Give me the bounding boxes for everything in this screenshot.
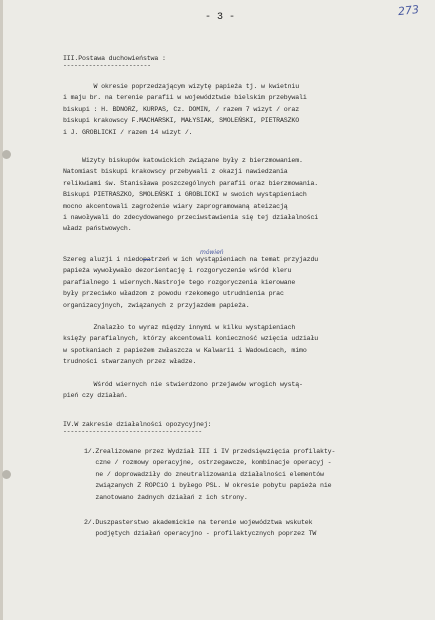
text-line: i maju br. na terenie parafii w województwie bielskim przebywali bbox=[63, 94, 307, 102]
text-line: 1/.Zrealizowane przez Wydział III i IV przedsięwzięcia profilakty- bbox=[84, 448, 336, 455]
text-line: Znalazło to wyraz między innymi w kilku wystąpieniach bbox=[63, 324, 296, 331]
text-line: parafialnego i wiernych.Nastroje tego rozgoryczenia kierowane bbox=[63, 278, 296, 286]
text-line: pień czy działań. bbox=[63, 392, 128, 400]
section-3-heading: III.Postawa duchowieństwa : bbox=[63, 55, 166, 62]
text-line: Biskupi PIETRASZKO, SMOLEŃSKI i GROBLICKI w swoich wystąpieniach bbox=[63, 191, 307, 199]
text-line: władz państwowych. bbox=[63, 225, 132, 233]
text-line: papieża wywoływało dezorientację i rozgoryczenie wśród kleru bbox=[63, 267, 292, 275]
punch-hole bbox=[2, 470, 11, 479]
text-line: relikwiami św. Stanisława poszczególnych parafii oraz bierzmowania. bbox=[63, 179, 319, 187]
text-line: były przeciwko władzom z powodu rzekomego utrudnienia prac bbox=[63, 290, 284, 298]
text-line: trudności stwarzanych przez władze. bbox=[63, 358, 197, 366]
text-line: mocno akcentowali zagrożenie wiary zaprogramowaną ateizacją bbox=[63, 202, 288, 210]
text-line: ne / doprowadziły do zneutralizowania działalności elementów bbox=[84, 470, 324, 478]
text-line: w spotkaniach z papieżem zwłaszcza w Kalwarii i Wadowicach, mimo bbox=[63, 346, 307, 354]
archive-number: 273 bbox=[397, 2, 420, 19]
section-4-underline: -------------------------------------- bbox=[63, 428, 202, 435]
text-line: biskupi : H. BDNORZ, KURPAS, Cz. DOMIN, / razem 7 wizyt / oraz bbox=[63, 105, 300, 113]
text-line: podjętych działań operacyjno - profilaktycznych poprzez TW bbox=[84, 530, 317, 538]
text-line: czne / rozmowy operacyjne, ostrzegawcze, kombinacje operacyj - bbox=[84, 459, 332, 467]
text-line: organizacyjnych, związanych z przyjazdem papieża. bbox=[63, 301, 250, 309]
page-number: - 3 - bbox=[205, 12, 236, 23]
text-line: i nawoływali do zdecydowanego przeciwstawienia się tej działalności bbox=[63, 214, 319, 221]
handwritten-correction: mówień bbox=[200, 249, 224, 256]
text-line: zanotowano żadnych działań z ich strony. bbox=[84, 493, 248, 501]
text-line: Wśród wiernych nie stwierdzono przejawów wrogich wystą- bbox=[63, 381, 303, 388]
text-line: Natomiast biskupi krakowscy przebywali z okazji nawiedzania bbox=[63, 168, 288, 176]
section-4-heading: IV.W zakresie działalności opozycyjnej: bbox=[63, 421, 212, 428]
punch-hole bbox=[2, 150, 11, 159]
text-line: księży parafialnych, którzy akcentowali konieczność wzięcia udziału bbox=[63, 335, 319, 343]
paragraph-allusions-first-line: Szereg aluzji i niedopatrzeń w ich wystąpieniach na temat przyjazdu bbox=[63, 256, 319, 263]
section-3-underline: ------------------------ bbox=[63, 62, 151, 69]
text-line: W okresie poprzedzającym wizytę papieża tj. w kwietniu bbox=[63, 83, 300, 90]
page-edge bbox=[0, 0, 3, 620]
text-line: i J. GROBLICKI / razem 14 wizyt /. bbox=[63, 128, 193, 136]
text-line: związanych Z ROPCiO i byłego PSL. W okresie pobytu papieża nie bbox=[84, 482, 332, 490]
text-line: Wizyty biskupów katowickich związane były z bierzmowaniem. bbox=[63, 157, 303, 164]
text-line: 2/.Duszpasterstwo akademickie na terenie województwa wskutek bbox=[84, 519, 313, 526]
text-line: biskupi krakowscy F.MACHARSKI, MAŁYSIAK, SMOLEŃSKI, PIETRASZKO bbox=[63, 117, 300, 125]
